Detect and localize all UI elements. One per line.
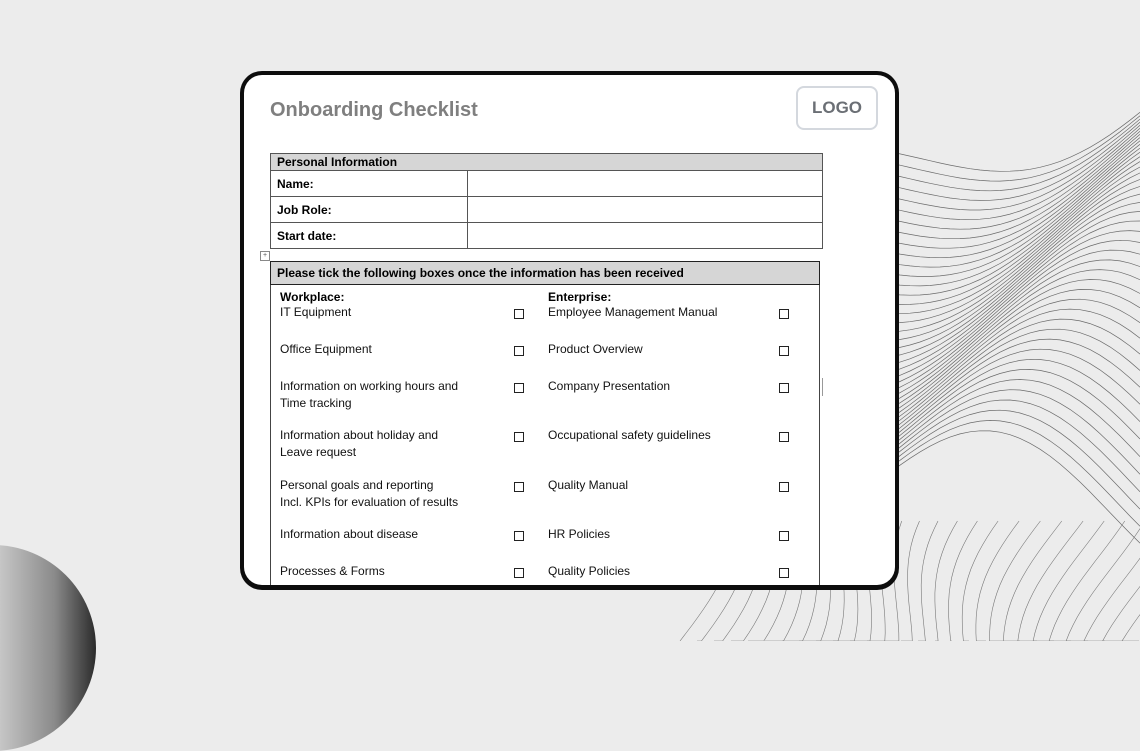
workplace-item-4-label: Information about holiday and	[280, 428, 439, 442]
workplace-item-4-label-line2: Leave request	[280, 444, 357, 459]
workplace-item-5-label: Personal goals and reporting	[280, 478, 434, 492]
list-item	[548, 378, 670, 395]
list-item	[280, 563, 385, 580]
workplace-item-3-label-line2: Time tracking	[280, 395, 352, 410]
enterprise-item-5-checkbox[interactable]	[779, 482, 789, 492]
scrollbar-marker[interactable]	[822, 378, 823, 396]
enterprise-item-5-label: Quality Manual	[548, 478, 629, 492]
table-row	[271, 171, 823, 197]
list-item	[280, 526, 418, 543]
personal-information-header: Personal Information	[271, 154, 823, 171]
list-item	[280, 427, 438, 460]
start-date-field[interactable]	[468, 223, 823, 249]
enterprise-item-4-label: Occupational safety guidelines	[548, 428, 711, 442]
table-row	[271, 223, 823, 249]
enterprise-item-7-label: Quality Policies	[548, 564, 631, 578]
enterprise-item-6-label: HR Policies	[548, 527, 611, 541]
enterprise-heading: Enterprise:	[548, 290, 612, 304]
workplace-heading: Workplace:	[280, 290, 345, 304]
list-item	[548, 304, 717, 321]
list-item	[548, 526, 610, 543]
workplace-item-3-checkbox[interactable]	[514, 383, 524, 393]
enterprise-item-3-checkbox[interactable]	[779, 383, 789, 393]
workplace-item-4-checkbox[interactable]	[514, 432, 524, 442]
list-item	[548, 563, 630, 580]
table-row	[271, 197, 823, 223]
workplace-item-7-label: Processes & Forms	[280, 564, 385, 578]
list-item	[548, 341, 643, 358]
enterprise-item-2-label: Product Overview	[548, 342, 643, 356]
enterprise-item-3-label: Company Presentation	[548, 379, 671, 393]
list-item	[280, 378, 458, 411]
page-title: Onboarding Checklist	[270, 99, 478, 121]
workplace-item-1-checkbox[interactable]	[514, 309, 524, 319]
job-role-label: Job Role:	[271, 197, 468, 223]
enterprise-item-2-checkbox[interactable]	[779, 346, 789, 356]
enterprise-item-7-checkbox[interactable]	[779, 568, 789, 578]
checklist-header: Please tick the following boxes once the information has been received	[270, 261, 820, 285]
enterprise-item-1-label: Employee Management Manual	[548, 305, 718, 319]
logo-placeholder: LOGO	[796, 86, 878, 130]
enterprise-item-1-checkbox[interactable]	[779, 309, 789, 319]
checklist-table	[270, 261, 820, 585]
workplace-item-2-checkbox[interactable]	[514, 346, 524, 356]
workplace-item-3-label: Information on working hours and	[280, 379, 459, 393]
job-role-field[interactable]	[468, 197, 823, 223]
workplace-item-2-label: Office Equipment	[280, 342, 372, 356]
start-date-label: Start date:	[271, 223, 468, 249]
enterprise-item-4-checkbox[interactable]	[779, 432, 789, 442]
document-page	[244, 75, 895, 585]
tablet-frame	[240, 71, 899, 590]
workplace-item-6-checkbox[interactable]	[514, 531, 524, 541]
enterprise-item-6-checkbox[interactable]	[779, 531, 789, 541]
list-item	[280, 477, 458, 510]
list-item	[280, 341, 372, 358]
workplace-item-6-label: Information about disease	[280, 527, 419, 541]
workplace-item-1-label: IT Equipment	[280, 305, 352, 319]
name-field[interactable]	[468, 171, 823, 197]
workplace-item-7-checkbox[interactable]	[514, 568, 524, 578]
name-label: Name:	[271, 171, 468, 197]
list-item	[280, 304, 351, 321]
table-move-handle-icon[interactable]: +	[260, 251, 270, 261]
list-item	[548, 427, 711, 444]
workplace-item-5-checkbox[interactable]	[514, 482, 524, 492]
personal-information-table	[270, 153, 823, 249]
list-item	[548, 477, 628, 494]
workplace-item-5-label-line2: Incl. KPIs for evaluation of results	[280, 494, 459, 509]
